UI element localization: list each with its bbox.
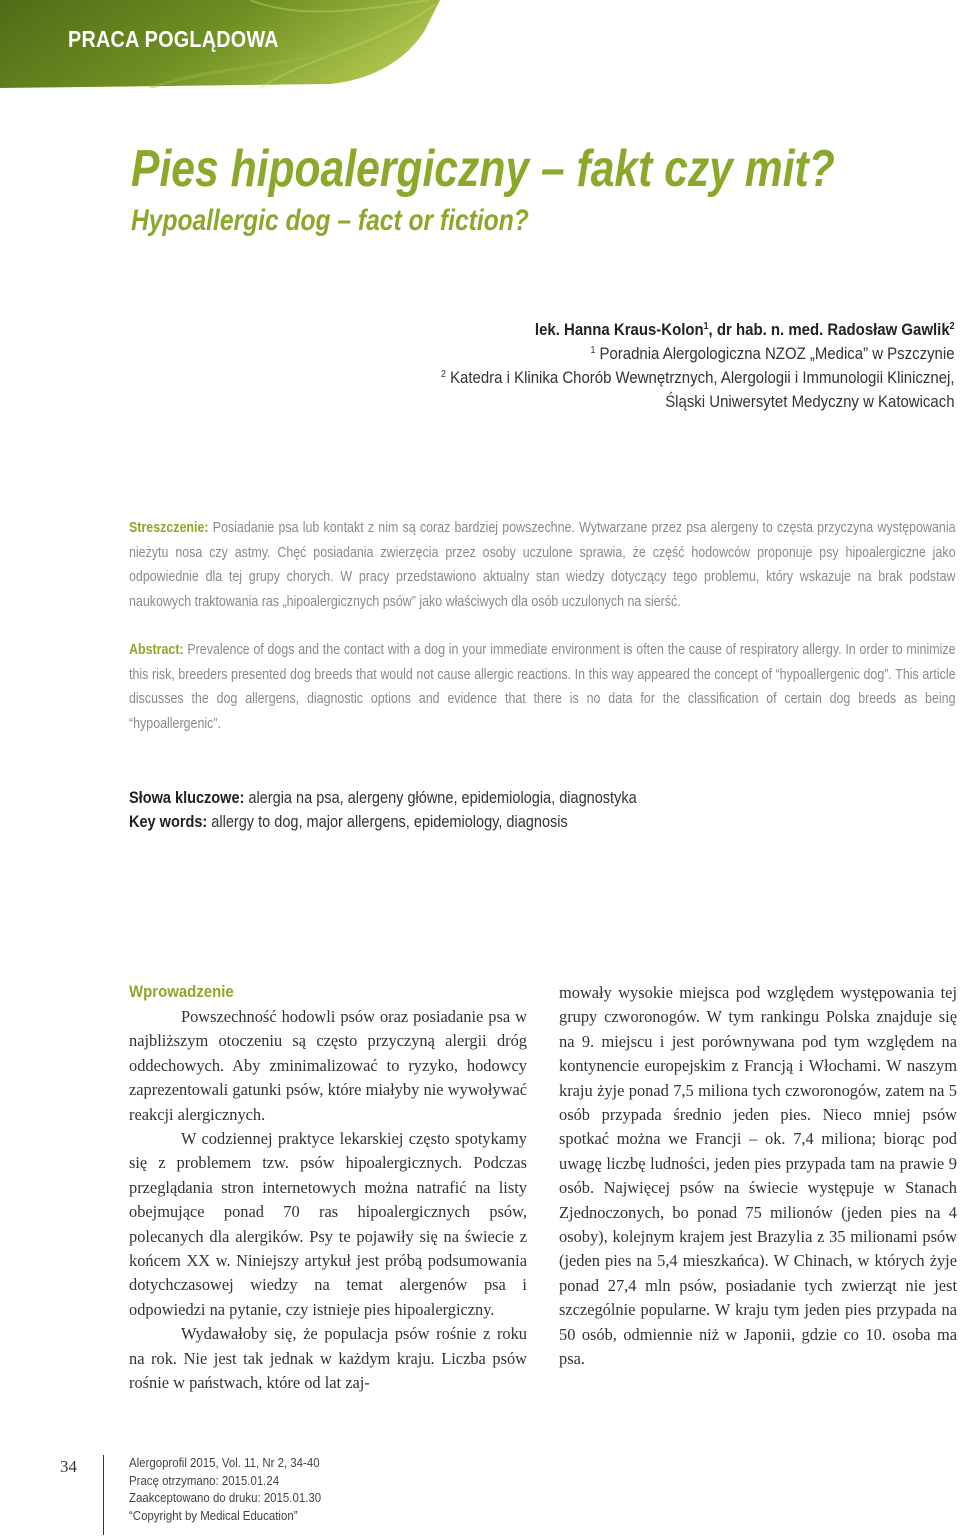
- author-1-mark: 1: [704, 321, 710, 332]
- footer-divider: [103, 1455, 104, 1535]
- authors-block: [441, 318, 955, 414]
- affiliation-2-text: Katedra i Klinika Chorób Wewnętrznych, Alergologii i Immunologii Klinicznej,: [446, 368, 955, 387]
- affiliation-2-line2: Śląski Uniwersytet Medyczny w Katowicach: [665, 392, 955, 411]
- body-column-right: [559, 981, 957, 1372]
- author-2-mark: 2: [950, 321, 955, 332]
- journal-citation: Alergoprofil 2015, Vol. 11, Nr 2, 34-40: [129, 1455, 320, 1470]
- author-2: , dr hab. n. med. Radosław Gawlik: [709, 320, 951, 339]
- affiliation-2-mark: 2: [441, 369, 447, 380]
- streszczenie: [129, 516, 956, 614]
- keywords-en: [129, 810, 568, 834]
- abstract: [129, 638, 956, 736]
- paragraph-2: W codziennej praktyce lekarskiej często spotykamy się z problemem tzw. psów hipoalergicznych. Podczas przeglądania stron internetowych można natrafić na listy obejmujące ponad 70 ras hipoalergicznych psów, polecanych dla alergików. Psy te pojawiły się na świecie z końcem XX w. Niniejszy artykuł jest próbą podsumowania dotychczasowej wiedzy na temat alergenów psa i odpowiedzi na pytanie, czy istnieje pies hipoalergiczny.: [129, 1129, 527, 1319]
- abstract-label: Abstract:: [129, 642, 184, 658]
- streszczenie-label: Streszczenie:: [129, 520, 209, 536]
- keywords-en-text: allergy to dog, major allergens, epidemiology, diagnosis: [207, 813, 568, 831]
- body-column-left: [129, 1005, 527, 1396]
- affiliation-2: [441, 366, 955, 390]
- paragraph-4: mowały wysokie miejsca pod względem występowania tej grupy czworonogów. W tym rankingu Polska znajduje się na 9. miejscu i jest porównywana pod tym względem na kontynencie europejskim z Francją i Włochami. W naszym kraju żyje ponad 7,5 miliona tych czworonogów, zatem na 5 osób przypada średnio jeden pies. Nieco mniej psów spotkać można we Francji – ok. 7,4 miliona; biorąc pod uwagę liczbę ludności, jeden pies przypada tam na prawie 9 osób. Najwięcej psów na świecie występuje w Stanach Zjednoczonych, bo ponad 75 milionów (jeden pies na 4 osoby), kolejnym krajem jest Brazylia z 35 milionami psów (jeden pies na 5,4 mieszkańca). W Chinach, w których żyje ponad 27,4 mln psów, posiadanie tych zwierząt nie jest szczególnie popularne. W kraju tym jeden pies przypada na 50 osób, odmiennie niż w Japonii, gdzie co 10. osoba ma psa.: [559, 983, 957, 1369]
- affiliation-1: [441, 342, 955, 366]
- keywords-pl: [129, 786, 637, 810]
- section-banner: [0, 0, 440, 88]
- article-title: Pies hipoalergiczny – fakt czy mit?: [131, 140, 835, 198]
- section-label: PRACA POGLĄDOWA: [68, 26, 279, 52]
- abstract-text: Prevalence of dogs and the contact with a dog in your immediate environment is often the cause of respiratory allergy. In order to minimize this risk, breeders presented dog breeds that would not cause allergic reactions. In this way appeared the concept of “hypoallergenic dog”. This article discusses the dog allergens, diagnostic options and evidence that there is no data for the classification of certain dog breeds as being “hypoallergenic”.: [129, 642, 956, 732]
- keywords-en-label: Key words:: [129, 813, 208, 831]
- paragraph-1: Powszechność hodowli psów oraz posiadanie psa w najbliższym otoczeniu są często przyczyną alergii dróg oddechowych. Aby zminimalizować to ryzyko, hodowcy zaprezentowali gatunki psów, które miałyby nie wywoływać reakcji alergicznych.: [129, 1007, 527, 1124]
- received-date: Pracę otrzymano: 2015.01.24: [129, 1472, 280, 1488]
- page-number: 34: [60, 1457, 77, 1476]
- keywords-pl-text: alergia na psa, alergeny główne, epidemiologia, diagnostyka: [244, 789, 637, 807]
- affiliation-1-mark: 1: [590, 345, 596, 356]
- streszczenie-text: Posiadanie psa lub kontakt z nim są coraz bardziej powszechne. Wytwarzane przez psa alergeny to częsta przyczyna występowania nieżytu nosa czy astmy. Chęć posiadania zwierzęcia przez osoby uczulone sprawia, że część hodowców proponuje psy hipoalergiczne jako odpowiednie dla tej grupy chorych. W pracy przedstawiono aktualny stan wiedzy dotyczący tego problemu, który wskazuje na brak podstaw naukowych traktowania ras „hipoalergicznych psów” jako właściwych dla osób uczulonych na sierść.: [129, 520, 956, 610]
- keywords-pl-label: Słowa kluczowe:: [129, 789, 245, 807]
- affiliation-1-text: Poradnia Alergologiczna NZOZ „Medica” w Pszczynie: [595, 344, 955, 363]
- accepted-date: Zaakceptowano do druku: 2015.01.30: [129, 1490, 322, 1506]
- author-1: lek. Hanna Kraus-Kolon: [535, 320, 705, 339]
- copyright-notice: “Copyright by Medical Education”: [129, 1507, 298, 1523]
- author-names: [441, 318, 955, 342]
- footer-info: [129, 1454, 321, 1524]
- article-subtitle: Hypoallergic dog – fact or fiction?: [131, 204, 529, 237]
- section-heading: Wprowadzenie: [129, 982, 234, 1001]
- paragraph-3: Wydawałoby się, że populacja psów rośnie z roku na rok. Nie jest tak jednak w każdym kraju. Liczba psów rośnie w państwach, które od lat zaj-: [129, 1324, 527, 1393]
